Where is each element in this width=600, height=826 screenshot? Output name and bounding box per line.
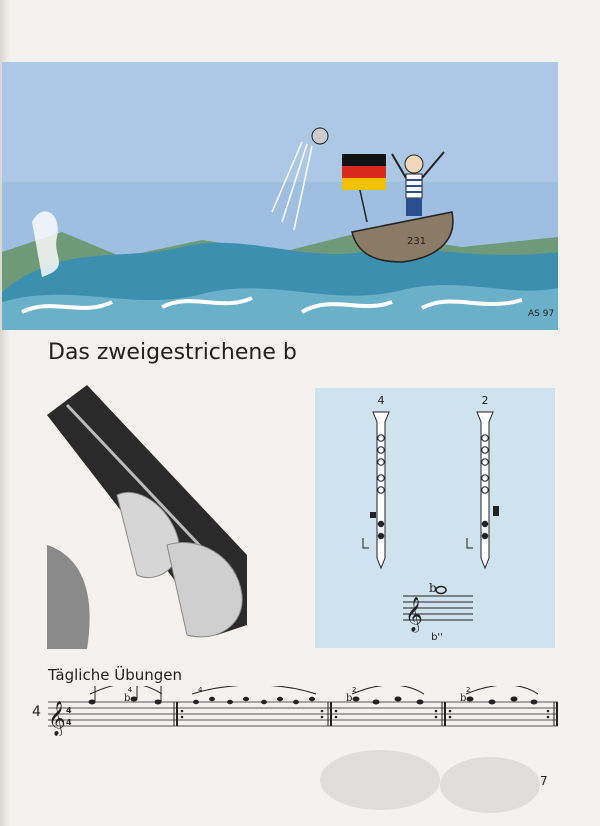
sailor-illustration [2,62,558,330]
exercise-staff [30,686,570,736]
fingering-number-left: 4 [377,394,385,407]
measure-3-notes [346,693,424,705]
treble-clef-icon: 𝄞 [405,597,423,632]
page-number: 7 [540,774,548,788]
page-title: Das zweigestrichene b [48,340,297,365]
measure-fingering: 2 [466,686,471,694]
sea-scene [2,62,558,330]
flat-accidental: b [429,581,437,595]
measure-fingering: 2 [352,686,357,694]
measure-fingering: 4 [198,686,203,694]
svg-text:b: b [124,693,131,704]
note-staff [403,581,473,633]
fingering-chart [315,388,555,648]
fingering-number-right: 2 [481,394,489,407]
measure-2-notes [193,697,315,704]
fingering-diagram-right [467,412,499,568]
artist-signature: AS 97 [528,309,555,319]
sailor-head [405,155,423,173]
clarinet-hands-photo [47,385,247,649]
flag-gold-stripe [342,178,386,190]
bleed-through-figure [300,740,560,820]
flag-red-stripe [342,166,386,178]
section-subtitle: Tägliche Übungen [48,666,182,684]
svg-text:b: b [460,693,467,704]
svg-text:4: 4 [66,718,72,727]
fingering-diagram-left [363,412,389,568]
note-name-label: b'' [431,632,443,643]
svg-text:b: b [346,693,353,704]
measure-fingering: 4 [127,686,133,694]
boat-number: 231 [407,236,427,247]
measure-4-notes [460,693,538,705]
treble-clef-icon: 𝄞 [48,701,66,736]
exercise-number: 4 [32,704,41,720]
time-signature: 4 [66,706,72,715]
whole-note [436,587,446,594]
flag-black-stripe [342,154,386,166]
